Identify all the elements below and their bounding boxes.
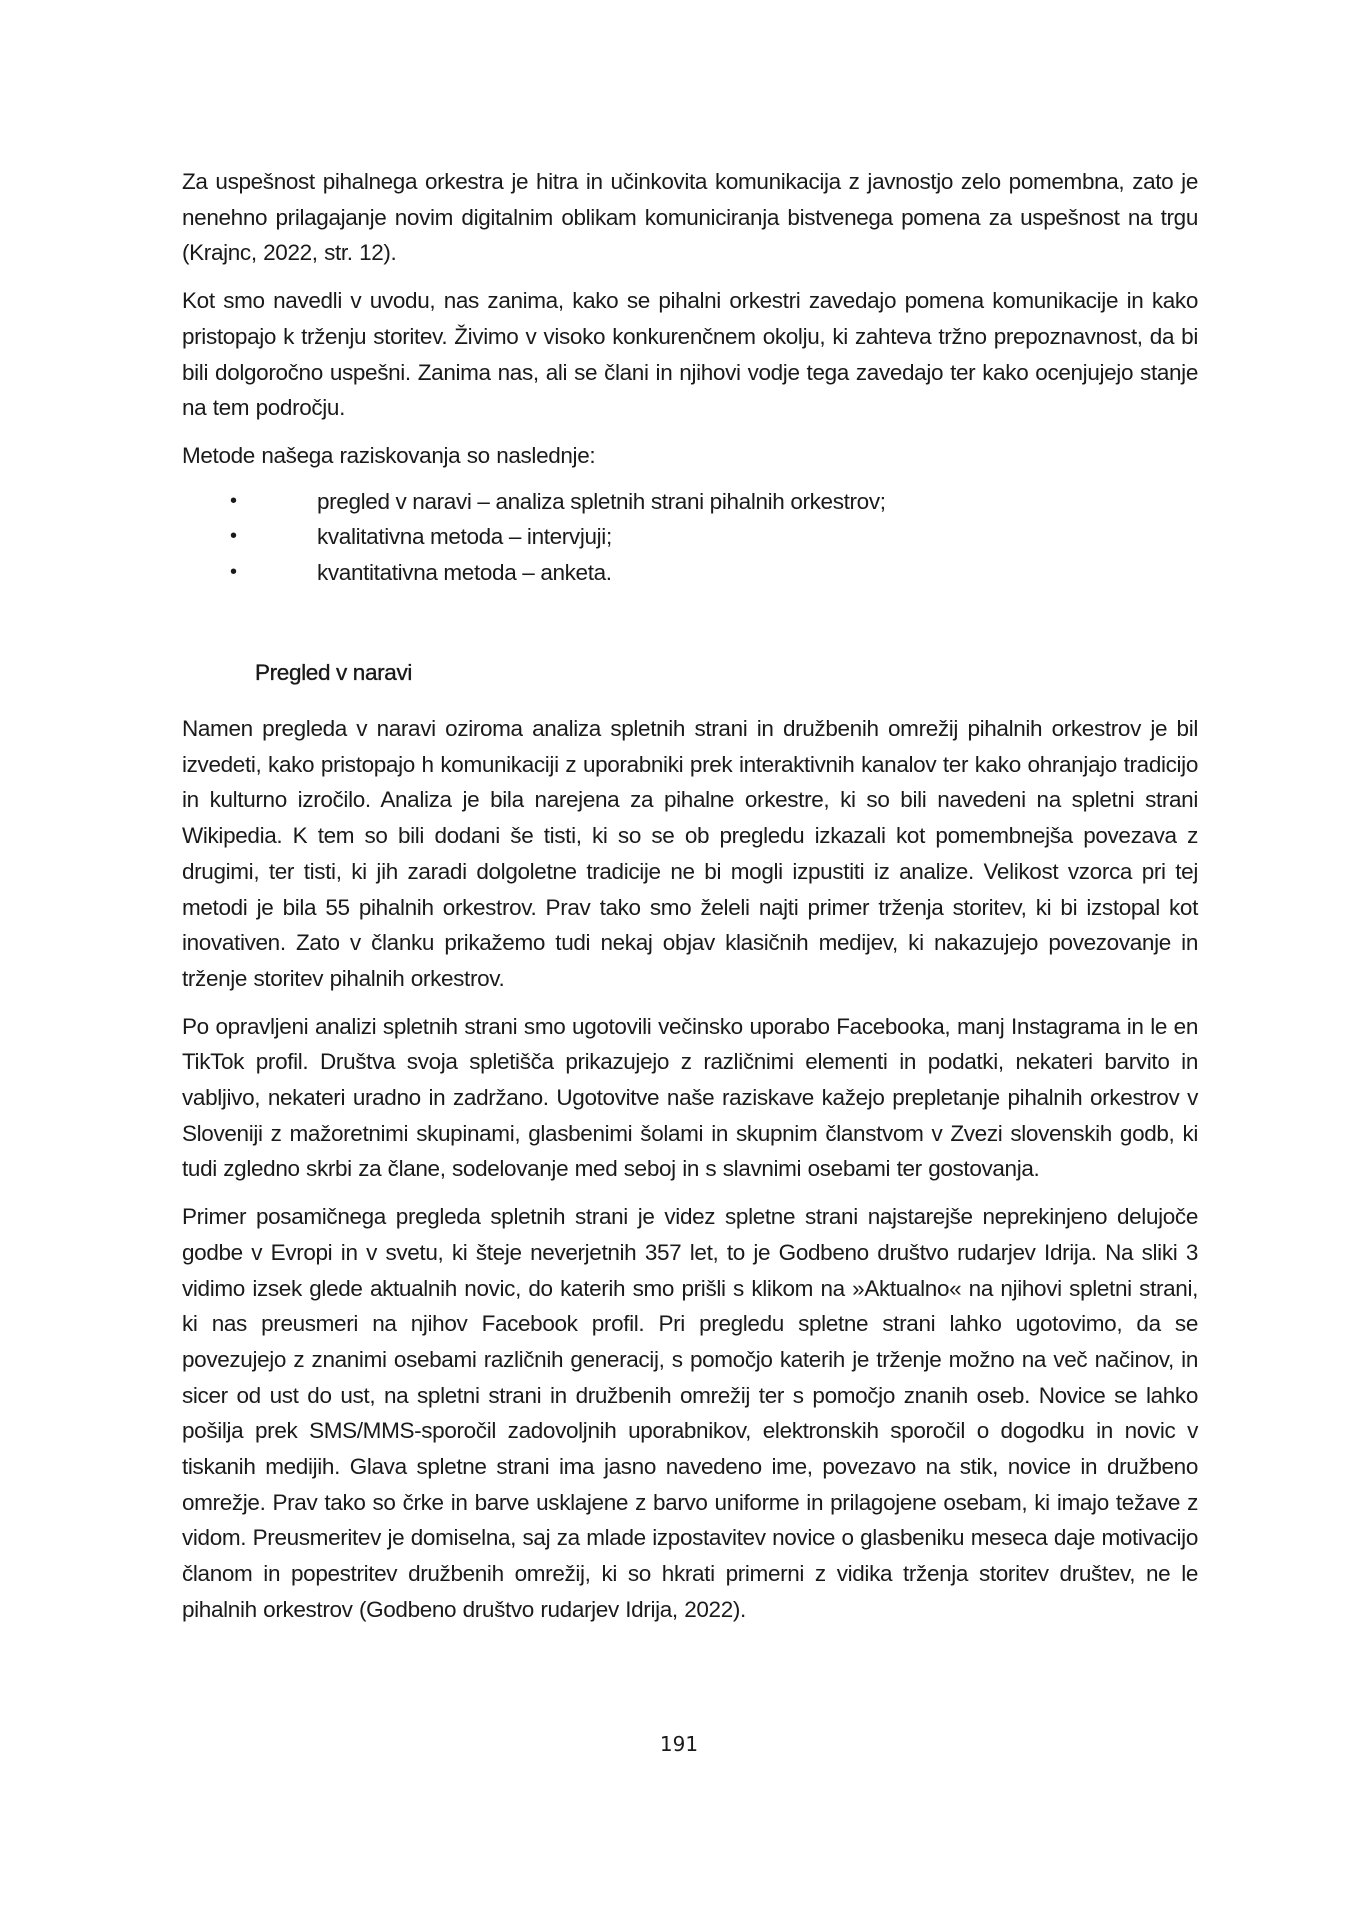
section-body xyxy=(182,711,1198,1640)
section-heading: Pregled v naravi xyxy=(255,660,412,685)
methods-list-item xyxy=(182,484,1198,520)
intro-paragraph-1: Za uspešnost pihalnega orkestra je hitra in učinkovita komunikacija z javnostjo zelo pomembna, zato je nenehno prilagajanje novim digitalnim oblikam komuniciranja bistvenega pomena za uspešnost na trgu (Krajnc, 2022, str. 12). xyxy=(182,169,1198,266)
bullet-icon: • xyxy=(230,525,237,548)
intro-paragraph-2: Kot smo navedli v uvodu, nas zanima, kako se pihalni orkestri zavedajo pomena komunikacije in kako pristopajo k trženju storitev. Živimo v visoko konkurenčnem okolju, ki zahteva tržno prepoznavnost, da bi bili dolgoročno uspešni. Zanima nas, ali se člani in njihovi vodje tega zavedajo ter kako ocenjujejo stanje na tem področju. xyxy=(182,288,1198,421)
methods-intro-paragraph: Metode našega raziskovanja so naslednje: xyxy=(182,442,596,468)
methods-list-item-text: kvalitativna metoda – intervjuji; xyxy=(317,524,612,550)
bullet-icon: • xyxy=(230,561,237,584)
methods-list-item-text: kvantitativna metoda – anketa. xyxy=(317,560,612,586)
section-paragraph-3: Primer posamičnega pregleda spletnih strani je videz spletne strani najstarejše neprekinjeno delujoče godbe v Evropi in v svetu, ki šteje neverjetnih 357 let, to je Godbeno društvo rudarjev Idrija. Na sliki 3 vidimo izsek glede aktualnih novic, do katerih smo prišli s klikom na »Aktualno« na njihovi spletni strani, ki nas preusmeri na njihov Facebook profil. Pri pregledu spletne strani lahko ugotovimo, da se povezujejo z znanimi osebami različnih generacij, s pomočjo katerih je trženje možno na več načinov, in sicer od ust do ust, na spletni strani in družbenih omrežij ter s pomočjo znanih oseb. Novice se lahko pošilja prek SMS/MMS-sporočil zadovoljnih uporabnikov, elektronskih sporočil o dogodku in novic v tiskanih medijih. Glava spletne strani ima jasno navedeno ime, povezavo na stik, novice in družbeno omrežje. Prav tako so črke in barve usklajene z barvo uniforme in prilagojene osebam, ki imajo težave z vidom. Preusmeritev je domiselna, saj za mlade izpostavitev novice o glasbeniku meseca daje motivacijo članom in popestritev družbenih omrežij, ki so hkrati primerni z vidika trženja storitev društev, ne le pihalnih orkestrov (Godbeno društvo rudarjev Idrija, 2022). xyxy=(182,1204,1198,1622)
methods-list-item xyxy=(182,555,1198,591)
bullet-icon: • xyxy=(230,489,237,512)
methods-list-item-text: pregled v naravi – analiza spletnih strani pihalnih orkestrov; xyxy=(317,488,886,514)
methods-list-item xyxy=(182,519,1198,555)
methods-list xyxy=(182,484,1198,591)
page-number: 191 xyxy=(659,1732,699,1756)
section-paragraph-1: Namen pregleda v naravi oziroma analiza spletnih strani in družbenih omrežij pihalnih orkestrov je bil izvedeti, kako pristopajo h komunikaciji z uporabniki prek interaktivnih kanalov ter kako ohranjajo tradicijo in kulturno izročilo. Analiza je bila narejena za pihalne orkestre, ki so bili navedeni na spletni strani Wikipedia. K tem so bili dodani še tisti, ki so se ob pregledu izkazali kot pomembnejša povezava z drugimi, ter tisti, ki jih zaradi dolgoletne tradicije ne bi mogli izpustiti iz analize. Velikost vzorca pri tej metodi je bila 55 pihalnih orkestrov. Prav tako smo želeli najti primer trženja storitev, ki bi izstopal kot inovativen. Zato v članku prikažemo tudi nekaj objav klasičnih medijev, ki nakazujejo povezovanje in trženje storitev pihalnih orkestrov. xyxy=(182,716,1198,991)
document-page-body xyxy=(182,164,1198,591)
section-paragraph-2: Po opravljeni analizi spletnih strani smo ugotovili večinsko uporabo Facebooka, manj Instagrama in le en TikTok profil. Društva svoja spletišča prikazujejo z različnimi elementi in podatki, nekateri barvito in vabljivo, nekateri uradno in zadržano. Ugotovitve naše raziskave kažejo prepletanje pihalnih orkestrov v Sloveniji z mažoretnimi skupinami, glasbenimi šolami in skupnim članstvom v Zvezi slovenskih godb, ki tudi zgledno skrbi za člane, sodelovanje med seboj in s slavnimi osebami ter gostovanja. xyxy=(182,1013,1198,1182)
